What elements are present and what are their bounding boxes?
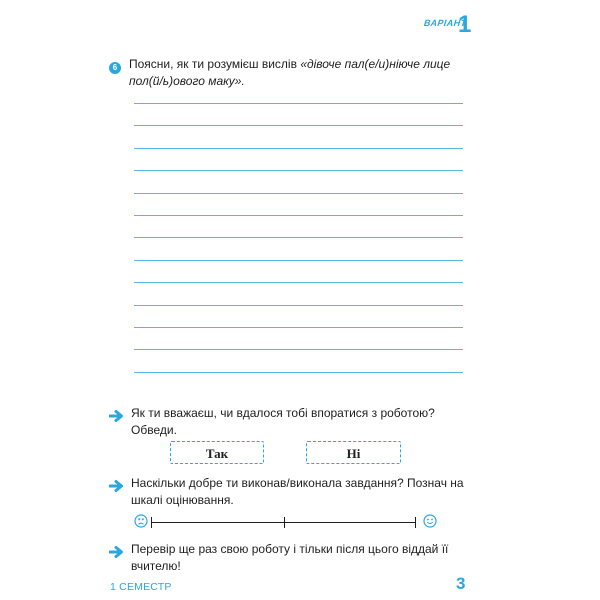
- self-check-reminder: Перевір ще раз свою роботу і тільки після цього віддай її вчителю!: [131, 542, 449, 573]
- scale-tick-middle[interactable]: [284, 517, 285, 528]
- answer-line[interactable]: [134, 282, 463, 283]
- answer-line[interactable]: [134, 193, 463, 194]
- task-prompt-text: Поясни, як ти розумієш вислів: [129, 57, 301, 71]
- answer-line[interactable]: [134, 349, 463, 350]
- answer-line[interactable]: [134, 125, 463, 126]
- smiley-face-icon: [423, 514, 437, 528]
- arrow-right-icon: [109, 410, 123, 422]
- answer-line[interactable]: [134, 305, 463, 306]
- page-number: 3: [456, 574, 466, 593]
- answer-line[interactable]: [134, 237, 463, 238]
- arrow-right-icon: [109, 480, 123, 492]
- answer-line[interactable]: [134, 148, 463, 149]
- scale-tick-end[interactable]: [415, 517, 416, 528]
- self-check-question-2: Наскільки добре ти виконав/виконала завдання? Познач на шкалі оцінювання.: [131, 476, 464, 507]
- answer-line[interactable]: [134, 215, 463, 216]
- rating-scale[interactable]: [134, 512, 439, 534]
- yes-answer-button[interactable]: Так: [170, 441, 264, 464]
- answer-line[interactable]: [134, 372, 463, 373]
- semester-label: 1 СЕМЕСТР: [110, 581, 172, 593]
- answer-line[interactable]: [134, 103, 463, 104]
- task-number-badge: 6: [109, 62, 121, 74]
- answer-lines[interactable]: [134, 103, 463, 394]
- answer-line[interactable]: [134, 170, 463, 171]
- answer-line[interactable]: [134, 260, 463, 261]
- variant-number: 1: [458, 11, 472, 38]
- variant-label: ВАРІАНТ: [423, 18, 467, 28]
- scale-tick-start[interactable]: [151, 517, 152, 528]
- self-check-question-1: Як ти вважаєш, чи вдалося тобі впоратися з роботою? Обведи.: [131, 406, 435, 437]
- scale-track[interactable]: [151, 522, 415, 523]
- no-answer-button[interactable]: Ні: [306, 441, 401, 464]
- answer-line[interactable]: [134, 327, 463, 328]
- arrow-right-icon: [109, 546, 123, 558]
- task-prompt-quote: «дівоче пал(е/и)ніюче лице пол(й/ь)ового маку».: [129, 57, 451, 88]
- task-prompt: [129, 56, 474, 90]
- sad-face-icon: [134, 514, 148, 528]
